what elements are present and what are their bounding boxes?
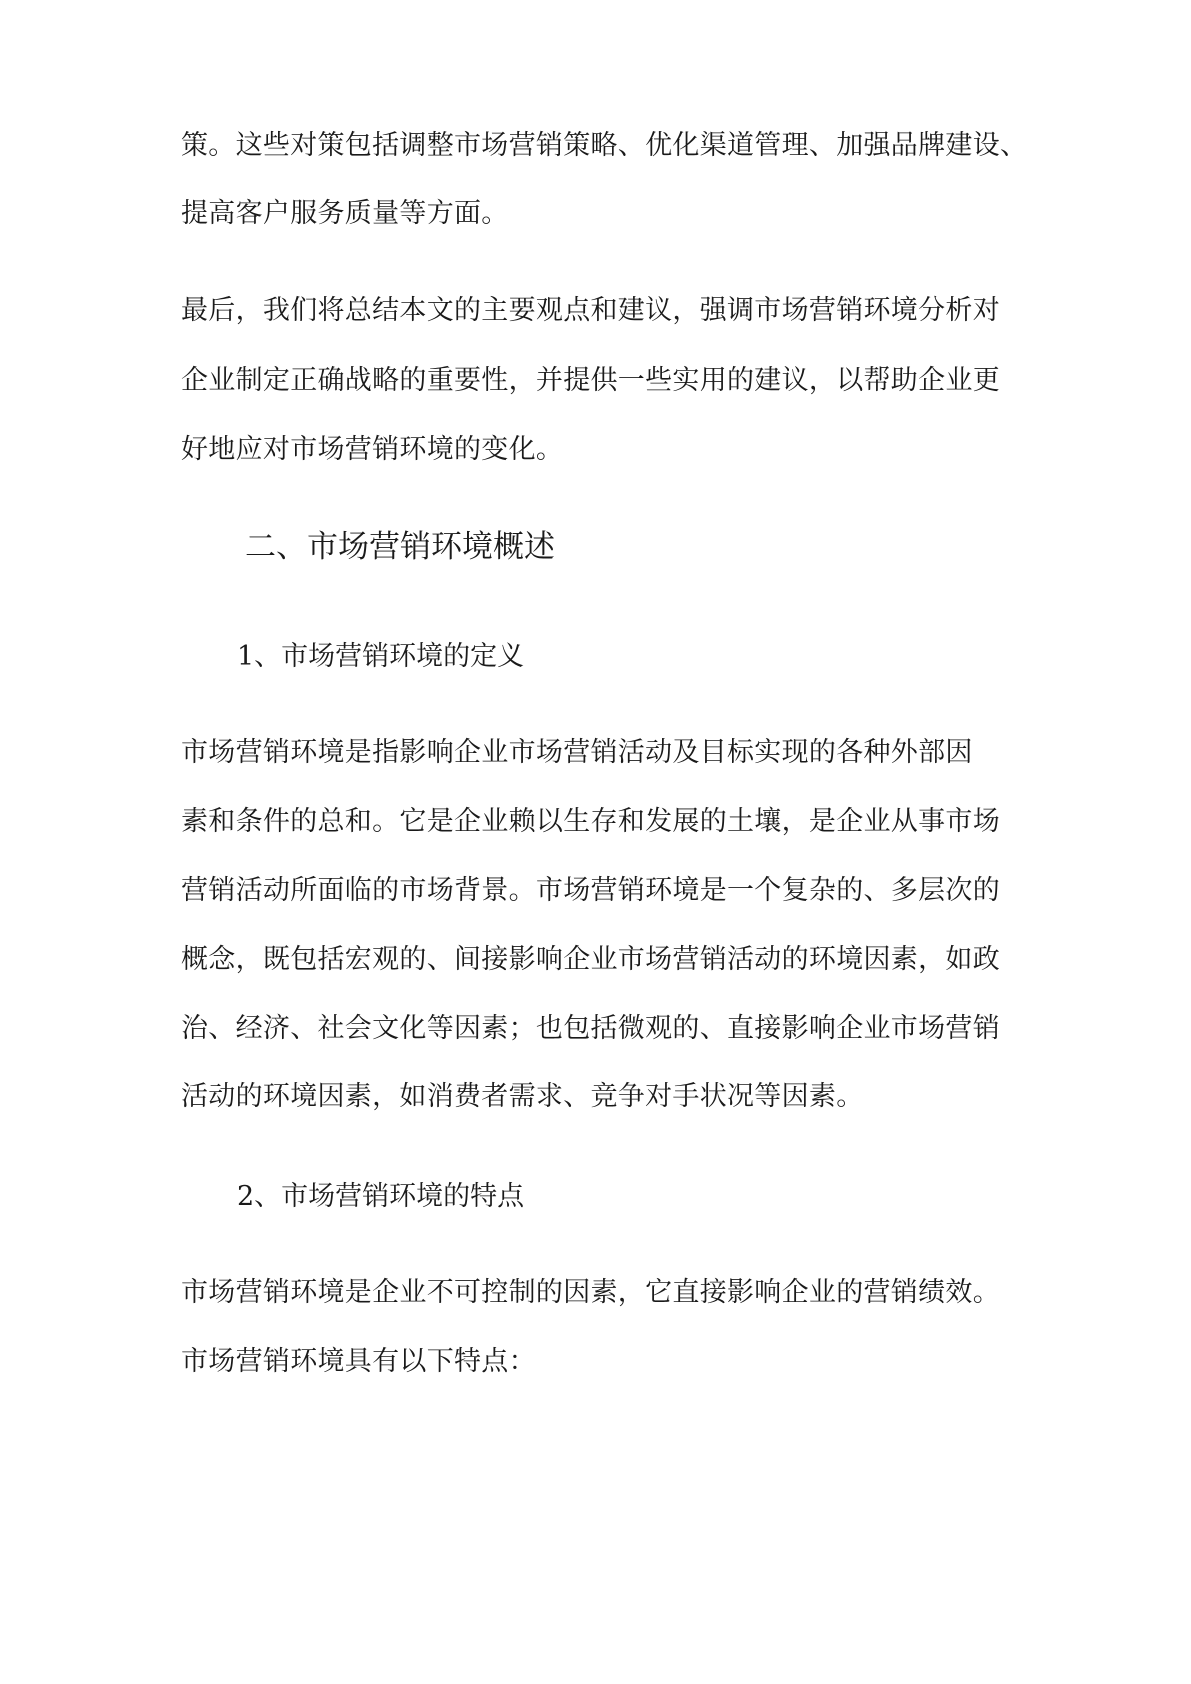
paragraph-line: 市场营销环境是指影响企业市场营销活动及目标实现的各种外部因 [181,737,973,768]
paragraph-line: 提高客户服务质量等方面。 [181,198,509,229]
paragraph-line: 最后，我们将总结本文的主要观点和建议，强调市场营销环境分析对 [181,295,1000,326]
paragraph-line: 策。这些对策包括调整市场营销策略、优化渠道管理、加强品牌建设、 [181,130,1028,161]
paragraph-line: 好地应对市场营销环境的变化。 [181,434,564,465]
paragraph-line: 企业制定正确战略的重要性，并提供一些实用的建议，以帮助企业更 [181,365,1000,396]
section-heading: 二、市场营销环境概述 [245,529,555,565]
paragraph-line: 治、经济、社会文化等因素；也包括微观的、直接影响企业市场营销 [181,1013,1000,1044]
paragraph-line: 活动的环境因素，如消费者需求、竞争对手状况等因素。 [181,1081,864,1112]
subsection-heading-characteristics: 2、市场营销环境的特点 [237,1181,525,1212]
paragraph-line: 市场营销环境具有以下特点： [181,1346,536,1377]
paragraph-line: 概念，既包括宏观的、间接影响企业市场营销活动的环境因素，如政 [181,944,1000,975]
paragraph-line: 素和条件的总和。它是企业赖以生存和发展的土壤，是企业从事市场 [181,806,1000,837]
subsection-heading-definition: 1、市场营销环境的定义 [237,641,525,672]
paragraph-line: 营销活动所面临的市场背景。市场营销环境是一个复杂的、多层次的 [181,875,1000,906]
paragraph-line: 市场营销环境是企业不可控制的因素，它直接影响企业的营销绩效。 [181,1277,1000,1308]
